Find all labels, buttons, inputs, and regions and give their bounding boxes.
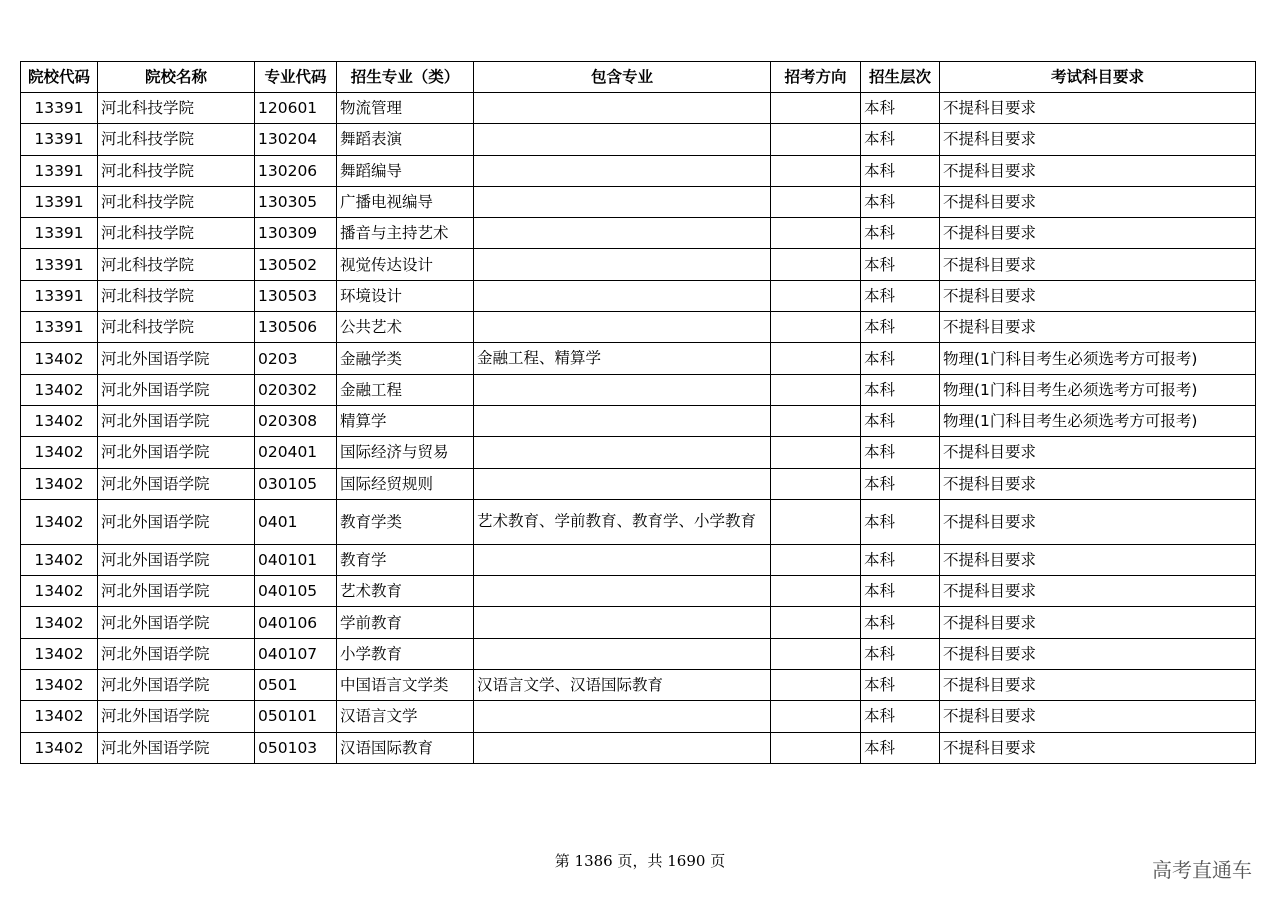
- cell-major-code: 040106: [255, 607, 337, 638]
- table-row: [21, 343, 1256, 374]
- cell-level: 本科: [861, 124, 940, 155]
- cell-school-name: 河北外国语学院: [98, 732, 255, 763]
- cell-school-code: 13402: [21, 732, 98, 763]
- cell-school-name: 河北科技学院: [98, 249, 255, 280]
- cell-major: 艺术教育: [337, 576, 474, 607]
- cell-major: 视觉传达设计: [337, 249, 474, 280]
- cell-major-code: 120601: [255, 93, 337, 124]
- cell-major: 广播电视编导: [337, 186, 474, 217]
- cell-direction: [771, 544, 861, 575]
- cell-direction: [771, 732, 861, 763]
- cell-school-code: 13402: [21, 499, 98, 544]
- cell-major-code: 0203: [255, 343, 337, 374]
- cell-direction: [771, 374, 861, 405]
- cell-level: 本科: [861, 638, 940, 669]
- cell-major: 金融工程: [337, 374, 474, 405]
- cell-school-code: 13391: [21, 280, 98, 311]
- cell-subject-requirement: 不提科目要求: [940, 93, 1256, 124]
- cell-included-majors: [474, 124, 771, 155]
- cell-major-code: 0401: [255, 499, 337, 544]
- cell-level: 本科: [861, 468, 940, 499]
- cell-major-code: 040101: [255, 544, 337, 575]
- cell-school-code: 13391: [21, 124, 98, 155]
- cell-level: 本科: [861, 249, 940, 280]
- cell-level: 本科: [861, 374, 940, 405]
- cell-school-code: 13402: [21, 576, 98, 607]
- cell-level: 本科: [861, 544, 940, 575]
- cell-major: 舞蹈表演: [337, 124, 474, 155]
- cell-school-code: 13391: [21, 312, 98, 343]
- cell-level: 本科: [861, 312, 940, 343]
- cell-direction: [771, 93, 861, 124]
- header-major-code: 专业代码: [255, 62, 337, 93]
- cell-direction: [771, 670, 861, 701]
- admissions-table: [20, 61, 1256, 764]
- cell-school-name: 河北外国语学院: [98, 670, 255, 701]
- cell-school-code: 13402: [21, 544, 98, 575]
- cell-subject-requirement: 不提科目要求: [940, 732, 1256, 763]
- cell-subject-requirement: 不提科目要求: [940, 437, 1256, 468]
- table-row: [21, 312, 1256, 343]
- cell-school-code: 13391: [21, 218, 98, 249]
- cell-direction: [771, 576, 861, 607]
- cell-direction: [771, 249, 861, 280]
- cell-school-code: 13402: [21, 437, 98, 468]
- table-row: [21, 701, 1256, 732]
- watermark: 高考直通车: [1152, 858, 1252, 882]
- cell-major-code: 020308: [255, 405, 337, 436]
- cell-school-name: 河北外国语学院: [98, 607, 255, 638]
- cell-school-code: 13391: [21, 93, 98, 124]
- cell-major-code: 130506: [255, 312, 337, 343]
- cell-school-name: 河北外国语学院: [98, 499, 255, 544]
- table-row: [21, 186, 1256, 217]
- cell-included-majors: [474, 638, 771, 669]
- cell-school-name: 河北科技学院: [98, 93, 255, 124]
- cell-major: 播音与主持艺术: [337, 218, 474, 249]
- table-row: [21, 732, 1256, 763]
- cell-school-name: 河北外国语学院: [98, 638, 255, 669]
- cell-major-code: 040107: [255, 638, 337, 669]
- cell-school-code: 13402: [21, 405, 98, 436]
- table-body: [21, 93, 1256, 764]
- cell-included-majors: [474, 312, 771, 343]
- header-included-majors: 包含专业: [474, 62, 771, 93]
- cell-major-code: 130206: [255, 155, 337, 186]
- cell-level: 本科: [861, 701, 940, 732]
- cell-major: 金融学类: [337, 343, 474, 374]
- cell-included-majors: [474, 607, 771, 638]
- cell-included-majors: 金融工程、精算学: [474, 343, 771, 374]
- cell-major: 小学教育: [337, 638, 474, 669]
- table-row: [21, 670, 1256, 701]
- table-row: [21, 405, 1256, 436]
- cell-level: 本科: [861, 218, 940, 249]
- cell-major: 国际经贸规则: [337, 468, 474, 499]
- cell-included-majors: [474, 249, 771, 280]
- cell-major: 环境设计: [337, 280, 474, 311]
- cell-subject-requirement: 不提科目要求: [940, 468, 1256, 499]
- cell-included-majors: [474, 405, 771, 436]
- cell-subject-requirement: 不提科目要求: [940, 607, 1256, 638]
- cell-school-code: 13402: [21, 374, 98, 405]
- header-level: 招生层次: [861, 62, 940, 93]
- cell-subject-requirement: 物理(1门科目考生必须选考方可报考): [940, 374, 1256, 405]
- cell-direction: [771, 701, 861, 732]
- cell-included-majors: [474, 186, 771, 217]
- header-direction: 招考方向: [771, 62, 861, 93]
- table-row: [21, 544, 1256, 575]
- cell-subject-requirement: 不提科目要求: [940, 186, 1256, 217]
- cell-direction: [771, 186, 861, 217]
- table-row: [21, 499, 1256, 544]
- cell-included-majors: 汉语言文学、汉语国际教育: [474, 670, 771, 701]
- table-row: [21, 374, 1256, 405]
- table-row: [21, 576, 1256, 607]
- cell-school-name: 河北科技学院: [98, 186, 255, 217]
- cell-subject-requirement: 不提科目要求: [940, 280, 1256, 311]
- cell-included-majors: [474, 437, 771, 468]
- cell-major-code: 130502: [255, 249, 337, 280]
- table-row: [21, 638, 1256, 669]
- header-school-code: 院校代码: [21, 62, 98, 93]
- table-row: [21, 218, 1256, 249]
- cell-major-code: 0501: [255, 670, 337, 701]
- cell-subject-requirement: 不提科目要求: [940, 544, 1256, 575]
- cell-subject-requirement: 不提科目要求: [940, 576, 1256, 607]
- cell-subject-requirement: 不提科目要求: [940, 701, 1256, 732]
- table-row: [21, 468, 1256, 499]
- cell-subject-requirement: 不提科目要求: [940, 499, 1256, 544]
- cell-school-name: 河北科技学院: [98, 155, 255, 186]
- cell-level: 本科: [861, 280, 940, 311]
- cell-school-code: 13402: [21, 638, 98, 669]
- cell-school-name: 河北外国语学院: [98, 468, 255, 499]
- cell-direction: [771, 405, 861, 436]
- page-footer: 第 1386 页，共 1690 页: [554, 852, 726, 870]
- table-row: [21, 124, 1256, 155]
- cell-included-majors: [474, 93, 771, 124]
- cell-school-name: 河北外国语学院: [98, 343, 255, 374]
- cell-level: 本科: [861, 186, 940, 217]
- cell-school-code: 13402: [21, 670, 98, 701]
- cell-direction: [771, 280, 861, 311]
- cell-school-name: 河北外国语学院: [98, 544, 255, 575]
- cell-major-code: 020302: [255, 374, 337, 405]
- cell-major: 物流管理: [337, 93, 474, 124]
- table-row: [21, 249, 1256, 280]
- cell-major: 教育学类: [337, 499, 474, 544]
- cell-school-name: 河北外国语学院: [98, 576, 255, 607]
- cell-direction: [771, 607, 861, 638]
- cell-major: 教育学: [337, 544, 474, 575]
- cell-major: 学前教育: [337, 607, 474, 638]
- cell-subject-requirement: 不提科目要求: [940, 312, 1256, 343]
- cell-subject-requirement: 不提科目要求: [940, 124, 1256, 155]
- cell-direction: [771, 218, 861, 249]
- cell-school-code: 13402: [21, 468, 98, 499]
- cell-level: 本科: [861, 670, 940, 701]
- cell-direction: [771, 124, 861, 155]
- header-major: 招生专业（类）: [337, 62, 474, 93]
- cell-major: 舞蹈编导: [337, 155, 474, 186]
- cell-subject-requirement: 物理(1门科目考生必须选考方可报考): [940, 343, 1256, 374]
- cell-included-majors: [474, 155, 771, 186]
- cell-included-majors: [474, 544, 771, 575]
- cell-included-majors: 艺术教育、学前教育、教育学、小学教育: [474, 499, 771, 544]
- cell-subject-requirement: 物理(1门科目考生必须选考方可报考): [940, 405, 1256, 436]
- cell-direction: [771, 155, 861, 186]
- cell-level: 本科: [861, 405, 940, 436]
- cell-school-name: 河北科技学院: [98, 280, 255, 311]
- cell-subject-requirement: 不提科目要求: [940, 249, 1256, 280]
- cell-school-name: 河北外国语学院: [98, 437, 255, 468]
- cell-school-name: 河北外国语学院: [98, 701, 255, 732]
- cell-major: 公共艺术: [337, 312, 474, 343]
- cell-school-code: 13391: [21, 155, 98, 186]
- cell-major-code: 050103: [255, 732, 337, 763]
- cell-direction: [771, 312, 861, 343]
- cell-included-majors: [474, 576, 771, 607]
- cell-major-code: 130503: [255, 280, 337, 311]
- table-row: [21, 280, 1256, 311]
- cell-school-code: 13391: [21, 249, 98, 280]
- cell-direction: [771, 638, 861, 669]
- cell-school-code: 13391: [21, 186, 98, 217]
- header-subject-requirement: 考试科目要求: [940, 62, 1256, 93]
- cell-level: 本科: [861, 576, 940, 607]
- cell-school-code: 13402: [21, 607, 98, 638]
- cell-direction: [771, 468, 861, 499]
- cell-level: 本科: [861, 499, 940, 544]
- cell-included-majors: [474, 280, 771, 311]
- cell-level: 本科: [861, 343, 940, 374]
- cell-major-code: 030105: [255, 468, 337, 499]
- cell-direction: [771, 499, 861, 544]
- table-row: [21, 93, 1256, 124]
- cell-direction: [771, 343, 861, 374]
- cell-major: 国际经济与贸易: [337, 437, 474, 468]
- table-header-row: [21, 62, 1256, 93]
- cell-major-code: 130309: [255, 218, 337, 249]
- cell-included-majors: [474, 218, 771, 249]
- cell-included-majors: [474, 468, 771, 499]
- cell-subject-requirement: 不提科目要求: [940, 155, 1256, 186]
- cell-school-name: 河北科技学院: [98, 312, 255, 343]
- cell-subject-requirement: 不提科目要求: [940, 638, 1256, 669]
- table-row: [21, 607, 1256, 638]
- cell-subject-requirement: 不提科目要求: [940, 218, 1256, 249]
- cell-level: 本科: [861, 732, 940, 763]
- cell-school-code: 13402: [21, 343, 98, 374]
- cell-school-name: 河北外国语学院: [98, 374, 255, 405]
- table-row: [21, 155, 1256, 186]
- cell-direction: [771, 437, 861, 468]
- cell-major-code: 130204: [255, 124, 337, 155]
- cell-included-majors: [474, 374, 771, 405]
- cell-major: 汉语国际教育: [337, 732, 474, 763]
- cell-major-code: 050101: [255, 701, 337, 732]
- cell-major-code: 020401: [255, 437, 337, 468]
- cell-level: 本科: [861, 93, 940, 124]
- cell-level: 本科: [861, 607, 940, 638]
- cell-major: 精算学: [337, 405, 474, 436]
- cell-major: 汉语言文学: [337, 701, 474, 732]
- cell-school-name: 河北外国语学院: [98, 405, 255, 436]
- cell-major-code: 130305: [255, 186, 337, 217]
- cell-level: 本科: [861, 437, 940, 468]
- cell-school-name: 河北科技学院: [98, 124, 255, 155]
- cell-school-code: 13402: [21, 701, 98, 732]
- cell-major: 中国语言文学类: [337, 670, 474, 701]
- cell-included-majors: [474, 701, 771, 732]
- header-school-name: 院校名称: [98, 62, 255, 93]
- cell-major-code: 040105: [255, 576, 337, 607]
- table-row: [21, 437, 1256, 468]
- cell-level: 本科: [861, 155, 940, 186]
- cell-subject-requirement: 不提科目要求: [940, 670, 1256, 701]
- cell-included-majors: [474, 732, 771, 763]
- cell-school-name: 河北科技学院: [98, 218, 255, 249]
